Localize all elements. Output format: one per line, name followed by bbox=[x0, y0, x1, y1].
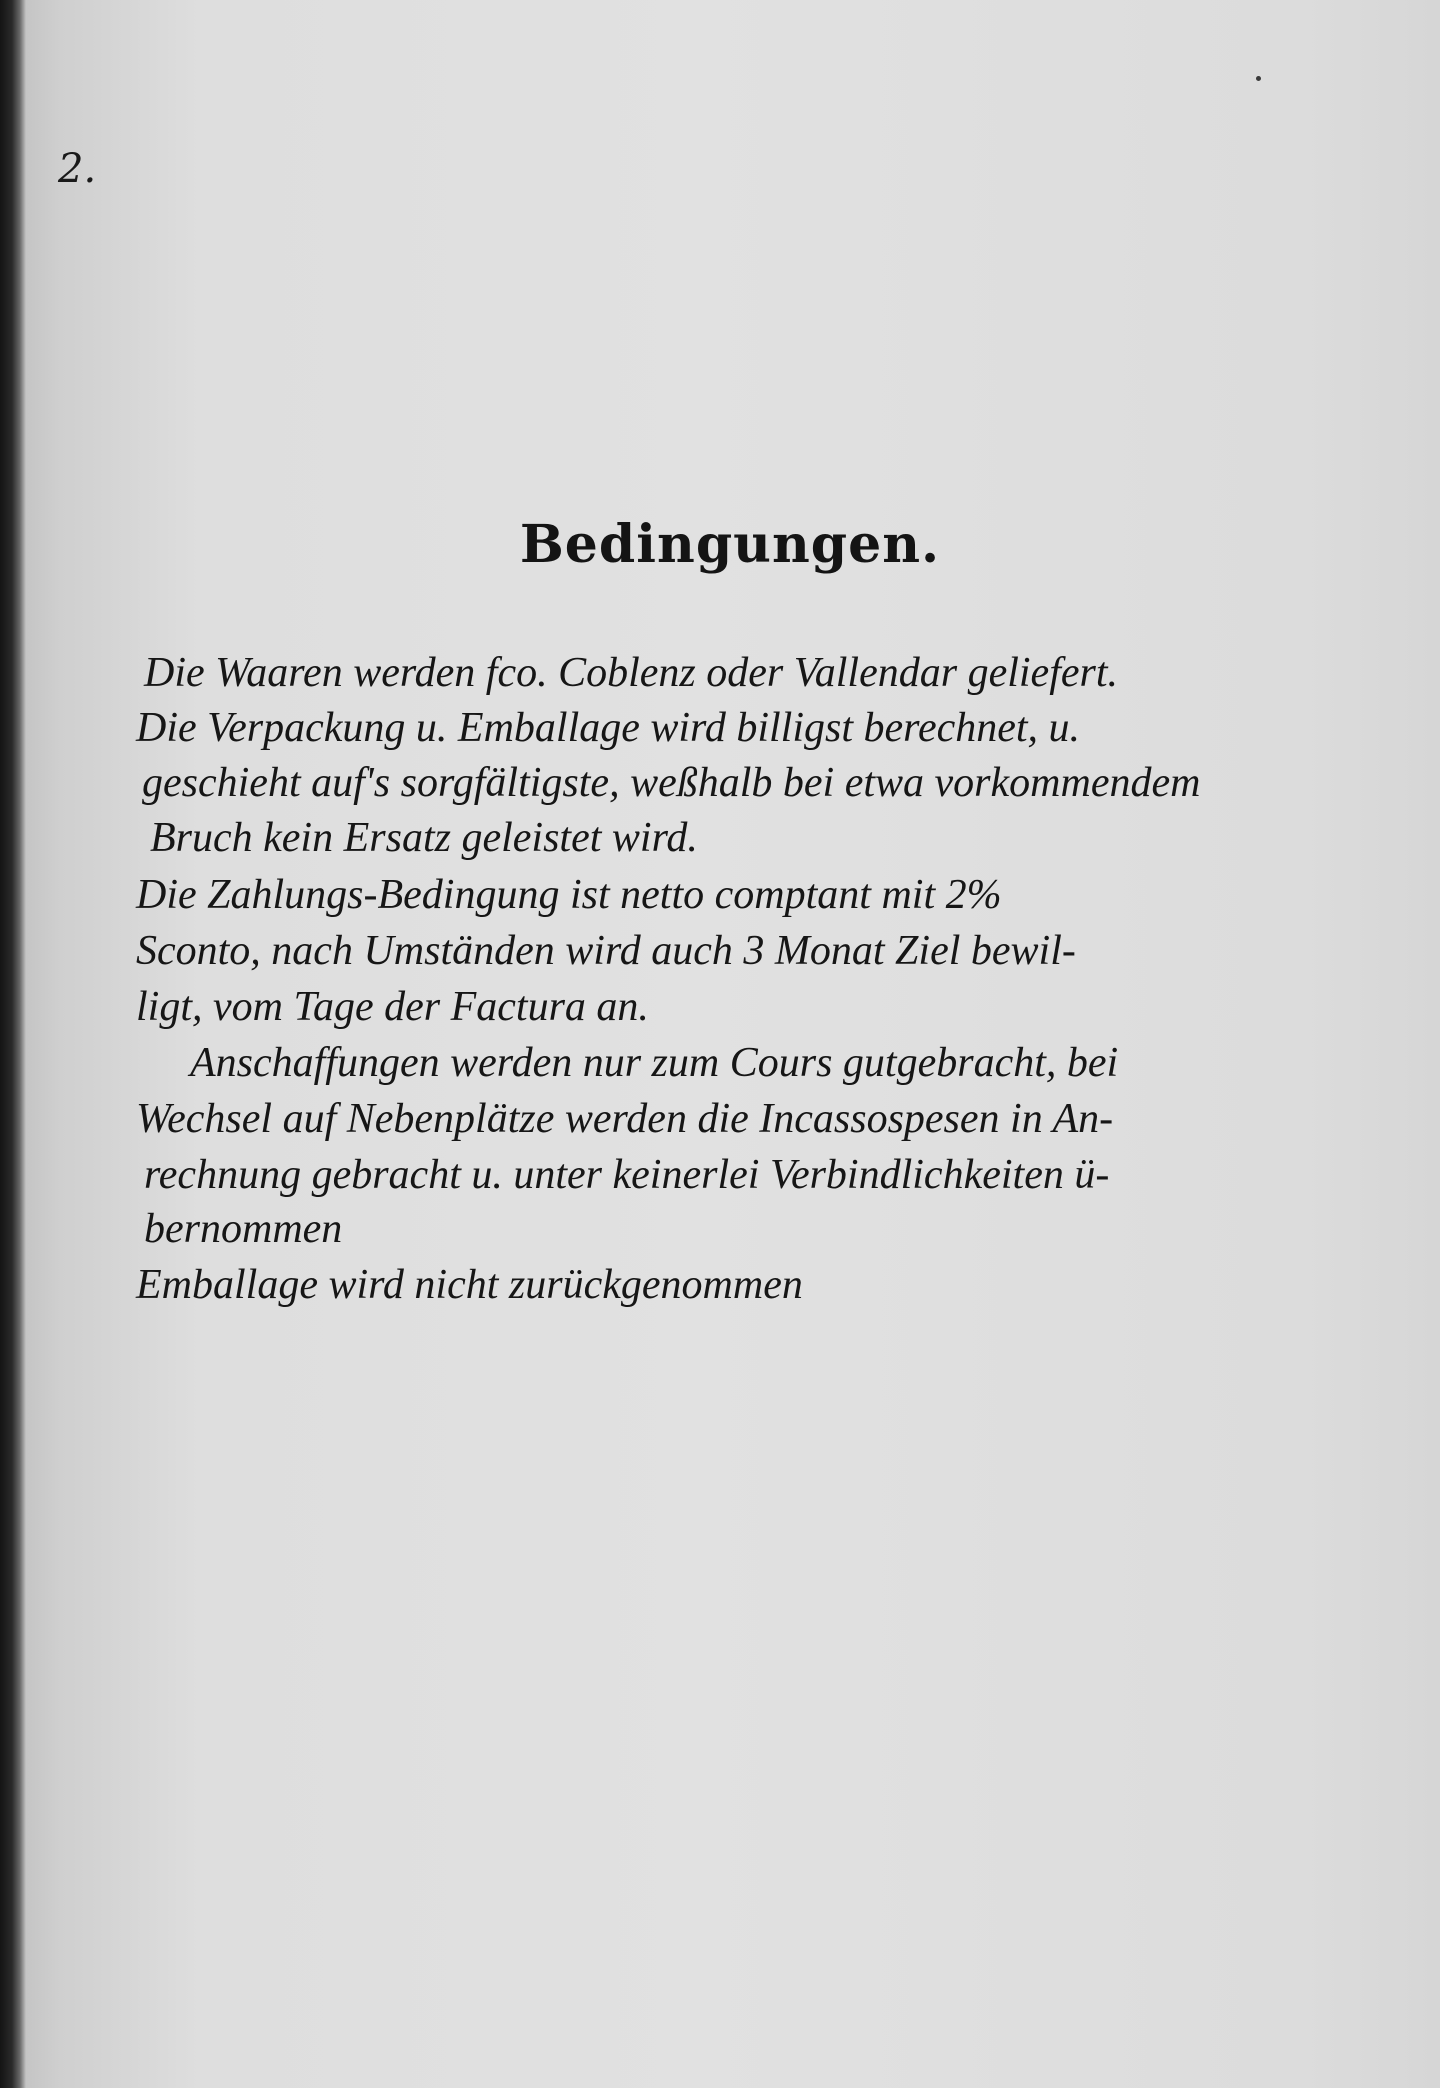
text-line: ligt, vom Tage der Factura an. bbox=[136, 984, 649, 1030]
text-line: Wechsel auf Nebenplätze werden die Incassospesen in An- bbox=[136, 1096, 1114, 1142]
text-line: Die Verpackung u. Emballage wird billigst berechnet, u. bbox=[136, 705, 1081, 751]
text-line: Sconto, nach Umständen wird auch 3 Monat Ziel bewil- bbox=[136, 928, 1076, 974]
page-number: 2. bbox=[58, 146, 97, 192]
text-line: rechnung gebracht u. unter keinerlei Verbindlichkeiten ü- bbox=[144, 1152, 1110, 1198]
text-line: geschieht auf's sorgfältigste, weßhalb bei etwa vorkommendem bbox=[142, 760, 1201, 806]
binding-shadow bbox=[0, 0, 26, 2088]
page-title: Bedingungen. bbox=[519, 514, 941, 575]
text-line: bernommen bbox=[144, 1206, 343, 1252]
dust-speck bbox=[1256, 76, 1261, 81]
text-line: Die Waaren werden fco. Coblenz oder Vallendar geliefert. bbox=[144, 650, 1119, 696]
text-line: Anschaffungen werden nur zum Cours gutgebracht, bei bbox=[190, 1040, 1119, 1086]
text-line: Emballage wird nicht zurückgenommen bbox=[136, 1262, 803, 1308]
text-line: Bruch kein Ersatz geleistet wird. bbox=[150, 815, 698, 861]
text-line: Die Zahlungs-Bedingung ist netto comptant mit 2% bbox=[136, 872, 1002, 918]
